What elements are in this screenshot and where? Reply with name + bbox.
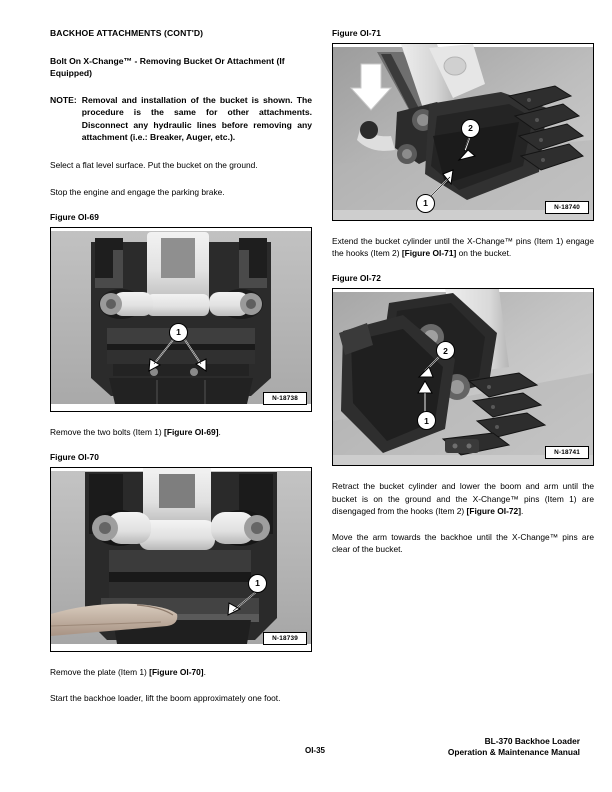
figure-oi-69-callout-1: 1 [169,323,188,342]
paragraph-remove-plate [50,666,312,678]
figure-ref-oi-71: [Figure OI-71] [401,248,457,259]
figure-oi-72-callout-1: 1 [417,411,436,430]
paragraph-extend-cylinder-pre: Extend the bucket cylinder until the X-Change™ pins (Item 1) engage the hooks (Item 2) [332,236,594,259]
figure-oi-72-photo [333,289,593,465]
page-title: BACKHOE ATTACHMENTS (CONT'D) [50,28,204,38]
figure-oi-72-label: Figure OI-72 [332,273,381,284]
paragraph-retract-cylinder-post: . [521,505,524,516]
figure-oi-70-photo [51,468,311,651]
left-column [50,28,312,718]
figure-ref-oi-69: [Figure OI-69] [164,426,219,437]
paragraph-remove-bolts-post: . [218,426,221,437]
paragraph-start-loader: Start the backhoe loader, lift the boom approximately one foot. [50,693,281,704]
figure-oi-70-label: Figure OI-70 [50,452,99,463]
paragraph-remove-plate-post: . [203,667,206,678]
paragraph-retract-cylinder-pre: Retract the bucket cylinder and lower the boom and arm until the bucket is on the ground and the X-Change™ pins (Item 1) are disengaged from the hooks (Item 2) [332,481,594,516]
page-footer [50,736,580,766]
note-label: NOTE: [50,94,77,105]
figure-oi-71-callout-2: 2 [461,119,480,138]
figure-oi-72 [332,288,594,466]
paragraph-move-arm: Move the arm towards the backhoe until the X-Change™ pins are clear of the bucket. [332,531,594,555]
figure-oi-71-label: Figure OI-71 [332,28,381,38]
figure-oi-70 [50,467,312,652]
paragraph-extend-cylinder [332,235,594,259]
figure-ref-oi-70: [Figure OI-70] [149,667,204,678]
figure-ref-oi-72: [Figure OI-72] [466,505,521,516]
paragraph-remove-bolts-pre: Remove the two bolts (Item 1) [50,426,165,437]
figure-oi-69 [50,227,312,412]
sub-heading: Bolt On X-Change™ - Removing Bucket Or Attachment (If Equipped) [50,55,285,79]
figure-oi-71 [332,43,594,221]
figure-oi-72-callout-2: 2 [436,341,455,360]
right-column [332,28,594,569]
paragraph-retract-cylinder [332,480,594,517]
figure-oi-69-photo [51,228,311,411]
paragraph-remove-bolts [50,426,312,438]
figure-oi-70-callout-1: 1 [248,574,267,593]
paragraph-stop-engine: Stop the engine and engage the parking brake. [50,186,225,197]
figure-oi-72-id: N-18741 [545,446,589,459]
paragraph-extend-cylinder-post: on the bucket. [456,248,512,259]
note-block [50,94,312,144]
figure-oi-71-id: N-18740 [545,201,589,214]
paragraph-select-surface: Select a flat level surface. Put the bucket on the ground. [50,160,258,171]
figure-oi-71-callout-1: 1 [416,194,435,213]
paragraph-remove-plate-pre: Remove the plate (Item 1) [50,667,150,678]
figure-oi-70-id: N-18739 [263,632,307,645]
note-text: Removal and installation of the bucket is shown. The procedure is the same for other attachments. Disconnect any hydraulic lines before removing any attachment (i.e.: Breaker, Auger, etc.). [81,94,312,142]
manual-title-line-2: Operation & Maintenance Manual [447,747,580,758]
manual-title-line-1: BL-370 Backhoe Loader [484,736,580,746]
figure-oi-69-id: N-18738 [263,392,307,405]
figure-oi-69-label: Figure OI-69 [50,211,99,222]
page-number: OI-35 [304,746,325,755]
